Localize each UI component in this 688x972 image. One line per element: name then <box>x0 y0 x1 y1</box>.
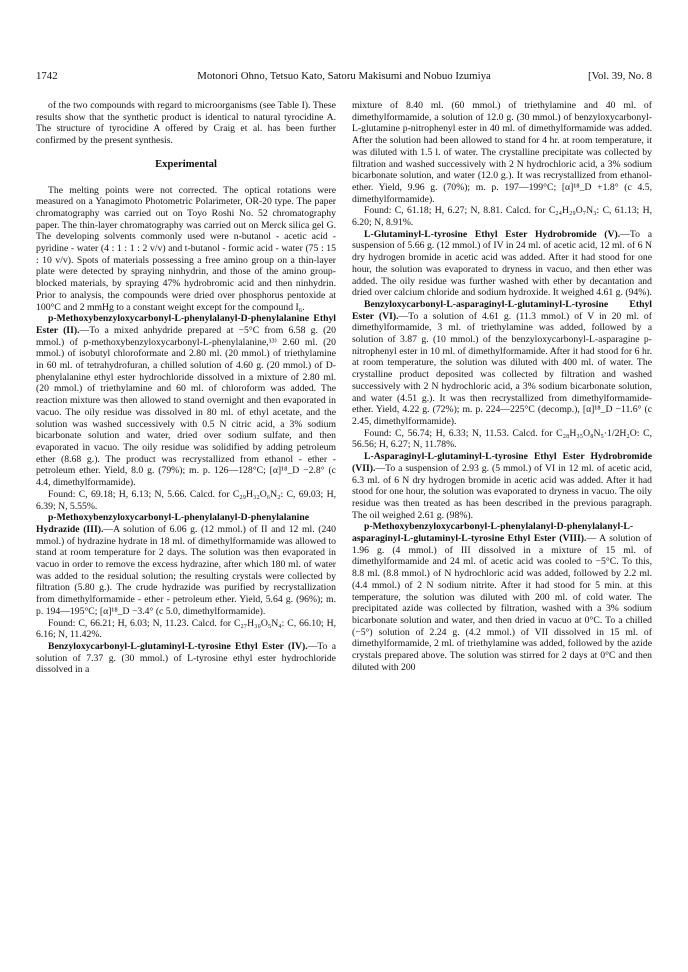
compound-iii-analysis: Found: C, 66.21; H, 6.03; N, 11.23. Calcd. for C₂₇H₃₀O₅N₄: C, 66.10; H, 6.16; N, 11.42%. <box>36 617 336 641</box>
compound-iv-continued: mixture of 8.40 ml. (60 mmol.) of triethylamine and 40 ml. of dimethylformamide, a solution of 12.0 g. (30 mmol.) of benzyloxycarbonyl-L-glutamine p-nitrophenyl ester in 40 ml. of dimethylformamide was added. After the solution had been allowed to stand for 4 hr. at room temperature, it was diluted with 1.5 l. of water. The crystalline precipitate was collected by filtration and washed successively with 2 N hydrochloric acid, a 3% sodium bicarbonate solution, and water (12.0 g.). It was recrystallized from ethanol-ether. Yield, 9.96 g. (70%); m. p. 197—199°C; [α]¹⁸_D +1.8° (c 4.5, dimethylformamide). <box>352 100 652 205</box>
compound-vii-body: —To a suspension of 2.93 g. (5 mmol.) of VI in 12 ml. of acetic acid, 6.3 ml. of 6 N dry hydrogen bromide in acetic acid was added. After it had stood for one hour, the solution was evaporated to dryness in vacuo. The oily residue was then treated as has been described in the previous paragraph. The oil weighed 2.61 g. (98%). <box>352 462 652 521</box>
compound-iii-paragraph <box>36 512 336 617</box>
compound-vi-analysis: Found: C, 56.74; H, 6.33; N, 11.53. Calcd. for C₂₈H₃₅O₈N₅·1/2H₂O: C, 56.56; H, 6.27; N, 11.78%. <box>352 427 652 451</box>
compound-iii-title: p-Methoxybenzyloxycarbonyl-L-phenylalanyl-D-phenylalanine Hydrazide (III). <box>36 512 310 535</box>
compound-vii-paragraph <box>352 451 652 521</box>
compound-viii-title: p-Methoxybenzyloxycarbonyl-L-phenylalanyl-D-phenylalanyl-L-asparaginyl-L-glutaminyl-L-tyrosine Ethyl Ester (VIII). <box>352 521 634 545</box>
right-column <box>352 100 652 960</box>
compound-vi-title: Benzyloxycarbonyl-L-asparaginyl-L-glutaminyl-L-tyrosine Ethyl Ester (VI). <box>352 298 652 322</box>
general-methods-paragraph: The melting points were not corrected. The optical rotations were measured on a Yanagimoto Photometric Polarimeter, OR-20 type. The paper chromatography was carried out on Toyo Roshi No. 52 chromatography paper. The thin-layer chromatography was carried out on Merck silica gel G. The developing solvents commonly used were n-butanol - acetic acid - pyridine - water (4 : 1 : 1 : 2 v/v) and t-butanol - formic acid - water (75 : 15 : 10 v/v). Spots of materials possessing a free amino group on a thin-layer plate were detected by spraying ninhydrin, and those of the amino group-blocked materials, by spraying 47% hydrobromic acid and then ninhydrin. Prior to analysis, the compounds were dried over phosphorus pentoxide at 100°C and 2 mmHg to a constant weight except for the compound I₆. <box>36 184 336 313</box>
compound-iii-body: —A solution of 6.06 g. (12 mmol.) of II and 12 ml. (240 mmol.) of hydrazine hydrate in 18 ml. of dimethylformamide was allowed to stand at room temperature for 2 days. The solution was then evaporated in vacuo in order to remove the excess hydrazine, after which 180 ml. of water was added to the residual solution; the resulting crystals were collected by filtration (5.80 g.). The crude hydrazide was purified by recrystallization from dimethylformamide - ether - petroleum ether. Yield, 5.64 g. (96%); m. p. 194—195°C; [α]¹⁸_D −3.4° (c 5.0, dimethylformamide). <box>36 523 336 617</box>
compound-ii-analysis: Found: C, 69.18; H, 6.13; N, 5.66. Calcd. for C₂₉H₃₂O₆N₂: C, 69.03; H, 6.39; N, 5.55%. <box>36 488 336 512</box>
compound-ii-title: p-Methoxybenzyloxycarbonyl-L-phenylalanyl-D-phenylalanine Ethyl Ester (II). <box>36 313 336 336</box>
intro-paragraph: of the two compounds with regard to microorganisms (see Table I). These results show that the synthetic product is identical to natural tyrocidine A. The structure of tyrocidine A offered by Craig et al. has been further confirmed by the present synthesis. <box>36 100 336 147</box>
compound-iv-body: —To a solution of 7.37 g. (30 mmol.) of L-tyrosine ethyl ester hydrochloride dissolved in a <box>36 640 336 676</box>
author-line: Motonori Ohno, Tetsuo Kato, Satoru Makisumi and Nobuo Izumiya <box>197 70 491 82</box>
compound-iv-analysis: Found: C, 61.18; H, 6.27; N, 8.81. Calcd. for C₂₄H₂₉O₇N₃: C, 61.13; H, 6.20; N, 8.91%. <box>352 205 652 229</box>
compound-vi-paragraph <box>352 299 652 428</box>
compound-v-body: —To a suspension of 5.66 g. (12 mmol.) of IV in 24 ml. of acetic acid, 12 ml. of 6 N dry hydrogen bromide in acetic acid was added. After it had stood for one hour, the solution was evaporated to dryness in vacuo, and then ether was added. The oily residue was further washed with ether by decantation and dried over calcium chloride and sodium hydroxide. It weighed 4.61 g. (94%). <box>352 228 652 299</box>
volume-info: [Vol. 39, No. 8 <box>588 70 652 82</box>
compound-v-title: L-Glutaminyl-L-tyrosine Ethyl Ester Hydrobromide (V). <box>364 228 621 240</box>
compound-viii-paragraph <box>352 521 652 673</box>
page-number: 1742 <box>36 70 58 82</box>
section-heading: Experimental <box>155 158 217 170</box>
compound-vi-body: —To a solution of 4.61 g. (11.3 mmol.) of V in 20 ml. of dimethylformamide, 3 ml. of triethylamine was added, followed by a solution of 3.87 g. (10 mmol.) of the benzyloxycarbonyl-L-asparagine p-nitrophenyl ester in 10 ml. of dimethylformamide. After it had stood for 6 hr. at room temperature, the solution was diluted with 400 ml. of water. The crystalline product deposited was collected by filtration and washed successively with 2 N hydrochloric acid, a 3% sodium bicarbonate solution, and water (4.51 g.). It was then recrystallized from dimethylformamide-ether. Yield, 4.22 g. (72%); m. p. 224—225°C (decomp.), [α]¹⁸_D −11.6° (c 2.45, dimethylformamide). <box>352 310 652 427</box>
compound-iv-paragraph <box>36 641 336 676</box>
compound-iv-title: Benzyloxycarbonyl-L-glutaminyl-L-tyrosine Ethyl Ester (IV). <box>48 640 308 652</box>
compound-vii-title: L-Asparaginyl-L-glutaminyl-L-tyrosine Ethyl Ester Hydrobromide (VII). <box>352 451 652 474</box>
compound-viii-body: — A solution of 1.96 g. (4 mmol.) of III dissolved in a mixture of 15 ml. of dimethylformamide and 24 ml. of acetic acid was cooled to −5°C. To this, 8.8 ml. (8.8 mmol.) of N hydrochloric acid was added, followed by 2.2 ml. (4.4 mmol.) of 2 N sodium nitrite. After it had stood for 5 min. at this temperature, the solution was diluted with 200 ml. of cold water. The precipitated azide was collected by filtration, washed with a 3% sodium bicarbonate solution and water, and then dried in vacuo at 0°C. To a chilled (−5°) solution of 2.24 g. (4.2 mmol.) of VII dissolved in 15 ml. of dimethylformamide, 2 ml. of triethylamine was added, followed by the azide crystals prepared above. The solution was stirred for 2 days at 0°C and then diluted with 200 <box>352 533 652 673</box>
left-column <box>36 100 336 960</box>
running-header <box>0 70 688 86</box>
compound-v-paragraph <box>352 229 652 299</box>
compound-ii-paragraph <box>36 313 336 489</box>
compound-ii-body: —To a mixed anhydride prepared at −5°C from 6.58 g. (20 mmol.) of p-methoxybenzyloxycarbonyl-L-phenylalanine,¹³⁾ 2.60 ml. (20 mmol.) of isobutyl chloroformate and 2.80 ml. (20 mmol.) of triethylamine in 60 ml. of tetrahydrofuran, a chilled solution of 4.60 g. (20 mmol.) of D-phenylalanine ethyl ester hydrochloride dissolved in a mixture of 2.80 ml. (20 mmol.) of triethylamine and 60 ml. of chloroform was added. The reaction mixture was then allowed to stand overnight and then evaporated in vacuo. The oily residue was dissolved in 80 ml. of ethyl acetate, and the solution was washed successively with 0.5 N citric acid, a 3% sodium bicarbonate solution and water, dried over sodium sulfate, and then evaporated in vacuo. The oily residue was solidified by adding petroleum ether (8.68 g.). The product was recrystallized from ethanol - ether - petroleum ether. Yield, 8.0 g. (79%); m. p. 126—128°C; [α]¹⁸_D −2.8° (c 4.4, dimethylformamide). <box>36 324 336 489</box>
